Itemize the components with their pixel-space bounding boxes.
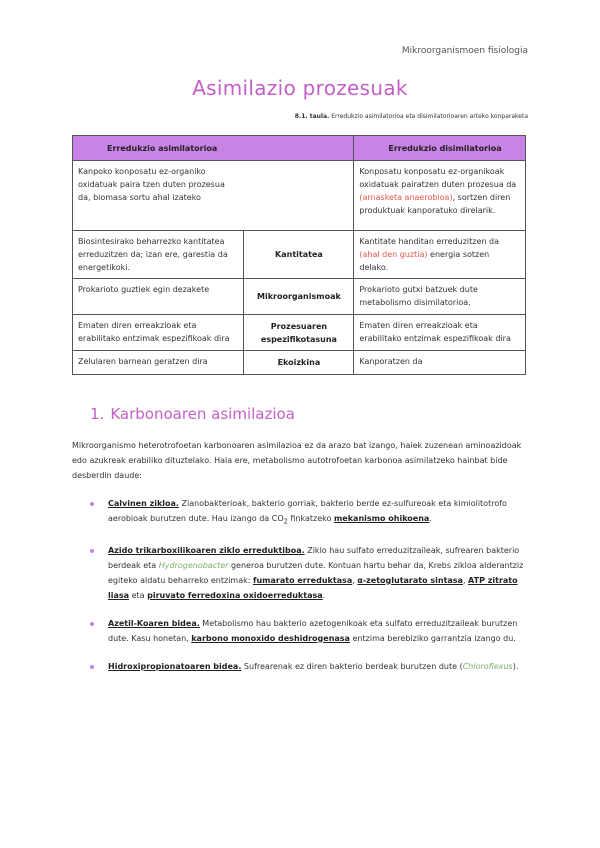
- item2-text-2: generoa burutzen dute. Kontuan hartu behar da, Krebs zikloa alderantziz egiteko aldatu beharreko entzimak:: [108, 560, 524, 585]
- row1-right-text: Konposatu konposatu ez-organikoak oxidatuak pairatzen duten prozesua da: [359, 167, 517, 189]
- row5-right: Kanporatzen da: [354, 351, 526, 375]
- row1-left: [73, 161, 354, 231]
- section-number: 1.: [90, 405, 105, 423]
- list-item: [90, 659, 528, 674]
- item2-genus: Hydrogenobacter: [158, 560, 229, 570]
- section-heading: [90, 405, 295, 423]
- item4-text: Sufrearenak ez diren bakterio berdeak burutzen dute (: [241, 661, 463, 671]
- row2-right-text: Kantitate handitan erreduzitzen da: [359, 237, 499, 246]
- row1-right-highlight: (arnasketa anaerobioa): [359, 193, 453, 202]
- row5-left: Zelularen barnean geratzen dira: [73, 351, 244, 375]
- item1-title: Calvinen zikloa.: [108, 499, 179, 508]
- row1-right: [354, 161, 526, 231]
- header-dissimilatory: [354, 136, 526, 161]
- item1-subscript: 2: [283, 517, 288, 526]
- item2-title: Azido trikarboxilikoaren ziklo erreduktiboa.: [108, 545, 305, 555]
- list-item: [90, 496, 528, 530]
- item3-text-end: entzima berebiziko garrantzia izango du.: [349, 633, 516, 643]
- section-title: Karbonoaren asimilazioa: [110, 405, 295, 423]
- row1-right-text-end: , sortzen diren produktuak kanporatuko direlarik.: [359, 193, 511, 215]
- row3-criterion: Mikroorganismoak: [244, 279, 354, 315]
- header-assimilatory-label: Erredukzio asimilatorioa: [107, 143, 218, 153]
- item2-text-end: .: [322, 590, 326, 600]
- item2-enzyme-3: ATP zitrato liasa: [108, 575, 518, 600]
- header-dissimilatory-label: Erredukzio disimilatorioa: [388, 143, 502, 153]
- bullet-icon: [90, 502, 94, 506]
- item1-text-end: .: [429, 514, 432, 523]
- row2-right: [354, 231, 526, 279]
- item2-enzyme-1: fumarato erreduktasa: [252, 575, 353, 585]
- table-row: [73, 279, 526, 315]
- row4-left: Ematen diren erreakzioak eta erabilitako entzimak espezifikoak dira: [73, 315, 244, 351]
- page-title: Asimilazio prozesuak: [192, 76, 408, 100]
- item1-text: Zianobakterioak, bakterio gorriak, bakterio berde ez-sulfureoak eta kimiolitotrofo aerobioak burutzen dute. Hau izango da CO: [108, 499, 507, 523]
- row2-criterion: Kantitatea: [244, 231, 354, 279]
- item4-text-end: ).: [512, 661, 519, 671]
- row2-right-text-end: energia sotzen delako.: [359, 250, 490, 272]
- pathway-list: [90, 496, 528, 687]
- caption-text: Erredukzio asimilatorioa eta disimilatorioaren arteko konparaketa: [331, 113, 528, 120]
- item1-text-2: finkatzeko: [287, 514, 334, 523]
- item2-enzyme-4: piruvato ferredoxina oxidoerreduktasa: [147, 590, 323, 600]
- row4-criterion: Prozesuaren espezifikotasuna: [244, 315, 354, 351]
- bullet-icon: [90, 549, 94, 553]
- table-row: [73, 315, 526, 351]
- item4-title: Hidroxipropionatoaren bidea.: [108, 661, 242, 671]
- list-item: [90, 543, 528, 603]
- item3-keyword: karbono monoxido deshidrogenasa: [191, 633, 350, 643]
- row1-left-text: Kanpoko konposatu ez-organiko oxidatuak paira tzen duten prozesua da, biomasa sortu ahal izateko: [78, 167, 225, 202]
- list-item: [90, 616, 528, 646]
- table-row: [73, 231, 526, 279]
- bullet-icon: [90, 665, 94, 669]
- table-header-row: [73, 136, 526, 161]
- header-assimilatory: [73, 136, 354, 161]
- item2-sep-1: ,: [352, 575, 358, 585]
- row5-criterion: Ekoizkina: [244, 351, 354, 375]
- item3-text: Metabolismo hau bakterio azetogenikoak eta sulfato erreduzitzaileak burutzen dute. Kasu honetan,: [108, 618, 518, 643]
- row3-right: Prokarioto gutxi batzuek dute metabolismo disimilatorioa.: [354, 279, 526, 315]
- row3-left: Prokarioto guztiek egin dezakete: [73, 279, 244, 315]
- caption-label: 8.1. taula.: [294, 113, 330, 120]
- item3-title: Azetil-Koaren bidea.: [108, 618, 200, 628]
- course-header: Mikroorganismoen fisiologia: [401, 46, 528, 56]
- row2-right-highlight: (ahal den guztia): [359, 250, 428, 259]
- table-row: [73, 351, 526, 375]
- row4-right: Ematen diren erreakzioak eta erabilitako entzimak espezifikoak dira: [354, 315, 526, 351]
- row2-left: Biosintesirako beharrezko kantitatea erreduzitzen da; izan ere, garestia da energetikoki.: [73, 231, 244, 279]
- item4-genus: Chloroflexus: [462, 661, 513, 671]
- table-row: [73, 161, 526, 231]
- bullet-icon: [90, 622, 94, 626]
- item2-enzyme-2: α-zetoglutarato sintasa: [357, 575, 463, 585]
- comparison-table: [72, 135, 526, 375]
- item1-keyword: mekanismo ohikoena: [333, 514, 430, 523]
- item2-sep-2: ,: [462, 575, 469, 585]
- intro-paragraph: Mikroorganismo heterotrofoetan karbonoaren asimilazioa ez da arazo bat izango, haiek zuzenean aminoazidoak edo azukreak erabiliko dituztelako. Hala ere, metabolismo autotrofoetan karbonoa asimilatzeko hainbat bide desberdin daude:: [72, 441, 522, 480]
- item2-text: Ziklo hau sulfato erreduzitzaileak, sufrearen bakterio berdeak eta: [108, 545, 520, 570]
- item2-sep-3: eta: [129, 590, 148, 600]
- table-caption: [295, 113, 528, 120]
